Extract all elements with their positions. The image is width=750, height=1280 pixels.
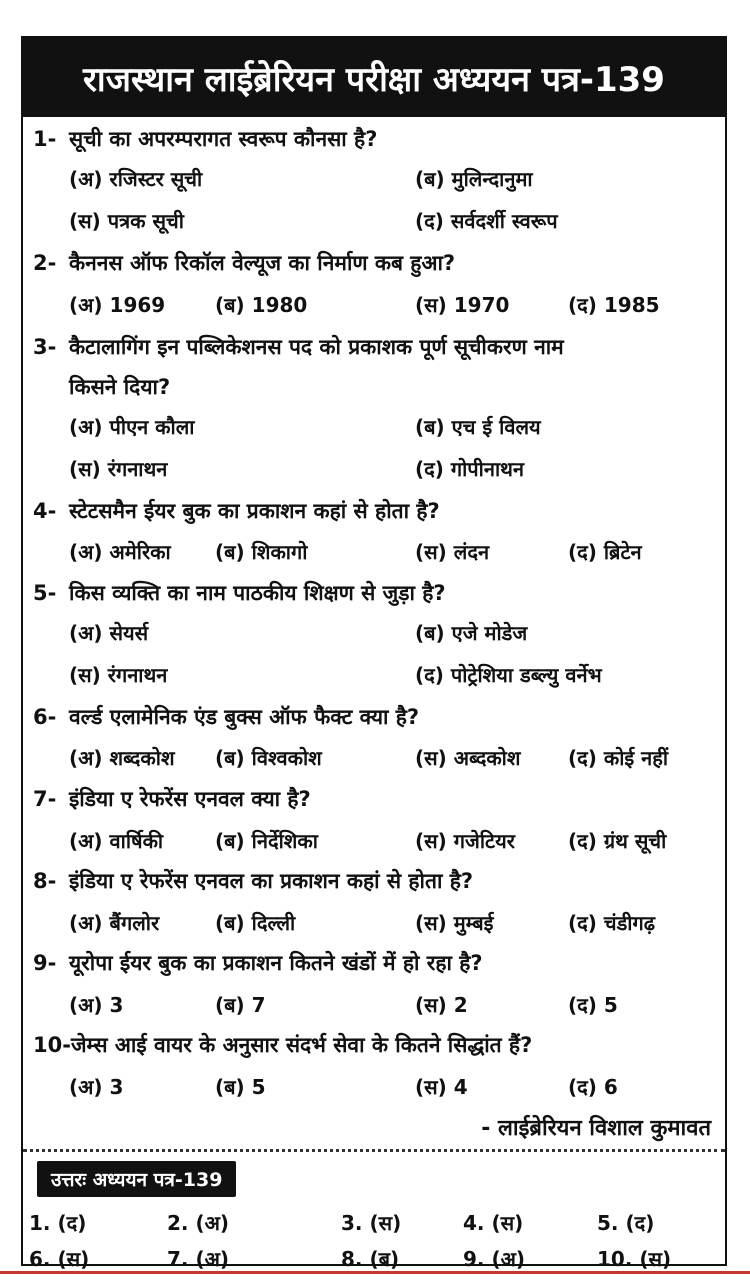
question-4 [33, 497, 440, 525]
study-paper-frame [21, 36, 727, 1271]
question-text: स्टेटसमैन ईयर बुक का प्रकाशन कहां से होता है? [69, 499, 440, 523]
question-9 [33, 949, 483, 977]
answer-heading: उत्तरः अध्ययन पत्र-139 [37, 1161, 236, 1197]
option-c: (स) रंगनाथन [69, 457, 168, 481]
question-3-continued: किसने दिया? [69, 375, 171, 399]
option-c: (स) 2 [415, 993, 468, 1017]
question-number: 2- [33, 251, 57, 275]
question-number: 7- [33, 787, 57, 811]
option-c: (स) रंगनाथन [69, 663, 168, 687]
question-7 [33, 785, 311, 813]
question-3 [33, 333, 564, 361]
page-title: राजस्थान लाईब्रेरियन परीक्षा अध्ययन पत्र-139 [23, 38, 725, 117]
option-d: (द) ब्रिटेन [568, 540, 642, 564]
option-b: (ब) मुलिन्दानुमा [415, 167, 533, 191]
option-d: (द) पोट्रेशिया डब्ल्यु वर्नेभ [415, 663, 602, 687]
bottom-accent-line [0, 1271, 750, 1274]
question-text: वर्ल्ड एलामेनिक एंड बुक्स ऑफ फैक्ट क्या है? [69, 705, 420, 729]
answer-item: 4. (स) [463, 1211, 524, 1235]
question-8 [33, 867, 473, 895]
question-number: 10- [33, 1033, 71, 1057]
question-number: 5- [33, 581, 57, 605]
option-c: (स) लंदन [415, 540, 490, 564]
option-c: (स) गजेटियर [415, 829, 515, 853]
option-c: (स) मुम्बई [415, 911, 494, 935]
question-number: 4- [33, 499, 57, 523]
question-2 [33, 249, 455, 277]
option-b: (ब) विश्वकोश [215, 746, 322, 770]
option-c: (स) 4 [415, 1075, 468, 1099]
option-a: (अ) अमेरिका [69, 540, 171, 564]
question-text: जेम्स आई वायर के अनुसार संदर्भ सेवा के कितने सिद्धांत हैं? [70, 1033, 533, 1057]
option-d: (द) 1985 [568, 293, 660, 317]
answer-item: 2. (अ) [167, 1211, 230, 1235]
answer-item: 8. (ब) [341, 1247, 400, 1271]
option-a: (अ) पीएन कौला [69, 415, 195, 439]
option-a: (अ) रजिस्टर सूची [69, 167, 203, 191]
question-10 [33, 1031, 532, 1059]
question-number: 8- [33, 869, 57, 893]
question-5 [33, 579, 446, 607]
option-b: (ब) शिकागो [215, 540, 308, 564]
answer-item: 6. (स) [29, 1247, 90, 1271]
question-text: किस व्यक्ति का नाम पाठकीय शिक्षण से जुड़ा है? [69, 581, 446, 605]
option-c: (स) अब्दकोश [415, 746, 521, 770]
question-text: कैटालागिंग इन पब्लिकेशनस पद को प्रकाशक पूर्ण सूचीकरण नाम [69, 335, 564, 359]
answer-item: 1. (द) [29, 1211, 87, 1235]
question-6 [33, 703, 419, 731]
question-text: इंडिया ए रेफरेंस एनवल का प्रकाशन कहां से होता है? [69, 869, 474, 893]
question-number: 3- [33, 335, 57, 359]
option-b: (ब) 1980 [215, 293, 308, 317]
option-a: (अ) 3 [69, 1075, 124, 1099]
question-number: 9- [33, 951, 57, 975]
option-d: (द) सर्वदर्शी स्वरूप [415, 209, 558, 233]
question-text: सूची का अपरम्परागत स्वरूप कौनसा है? [69, 127, 378, 151]
option-a: (अ) शब्दकोश [69, 746, 175, 770]
option-d: (द) चंडीगढ़ [568, 911, 655, 935]
option-b: (ब) एजे मोडेज [415, 621, 528, 645]
option-c: (स) 1970 [415, 293, 510, 317]
option-d: (द) कोई नहीं [568, 746, 669, 770]
divider [23, 1149, 725, 1152]
option-a: (अ) बैंगलोर [69, 911, 160, 935]
option-d: (द) 5 [568, 993, 618, 1017]
answer-item: 10. (स) [597, 1247, 672, 1271]
option-a: (अ) सेयर्स [69, 621, 149, 645]
question-text: कैननस ऑफ रिकॉल वेल्यूज का निर्माण कब हुआ? [69, 251, 456, 275]
question-text: यूरोपा ईयर बुक का प्रकाशन कितने खंडों में हो रहा है? [69, 951, 483, 975]
option-d: (द) 6 [568, 1075, 618, 1099]
option-c: (स) पत्रक सूची [69, 209, 184, 233]
option-a: (अ) वार्षिकी [69, 829, 164, 853]
question-number: 1- [33, 127, 57, 151]
answer-item: 7. (अ) [167, 1247, 230, 1271]
option-a: (अ) 1969 [69, 293, 166, 317]
question-1 [33, 125, 377, 153]
question-text: इंडिया ए रेफरेंस एनवल क्या है? [69, 787, 311, 811]
answer-item: 3. (स) [341, 1211, 402, 1235]
option-b: (ब) 7 [215, 993, 266, 1017]
answer-item: 5. (द) [597, 1211, 655, 1235]
answer-item: 9. (अ) [463, 1247, 526, 1271]
option-a: (अ) 3 [69, 993, 124, 1017]
option-b: (ब) 5 [215, 1075, 266, 1099]
question-number: 6- [33, 705, 57, 729]
option-d: (द) गोपीनाथन [415, 457, 525, 481]
option-d: (द) ग्रंथ सूची [568, 829, 667, 853]
option-b: (ब) निर्देशिका [215, 829, 318, 853]
author-credit: - लाईब्रेरियन विशाल कुमावत [481, 1116, 711, 1141]
option-b: (ब) एच ई विलय [415, 415, 541, 439]
option-b: (ब) दिल्ली [215, 911, 296, 935]
